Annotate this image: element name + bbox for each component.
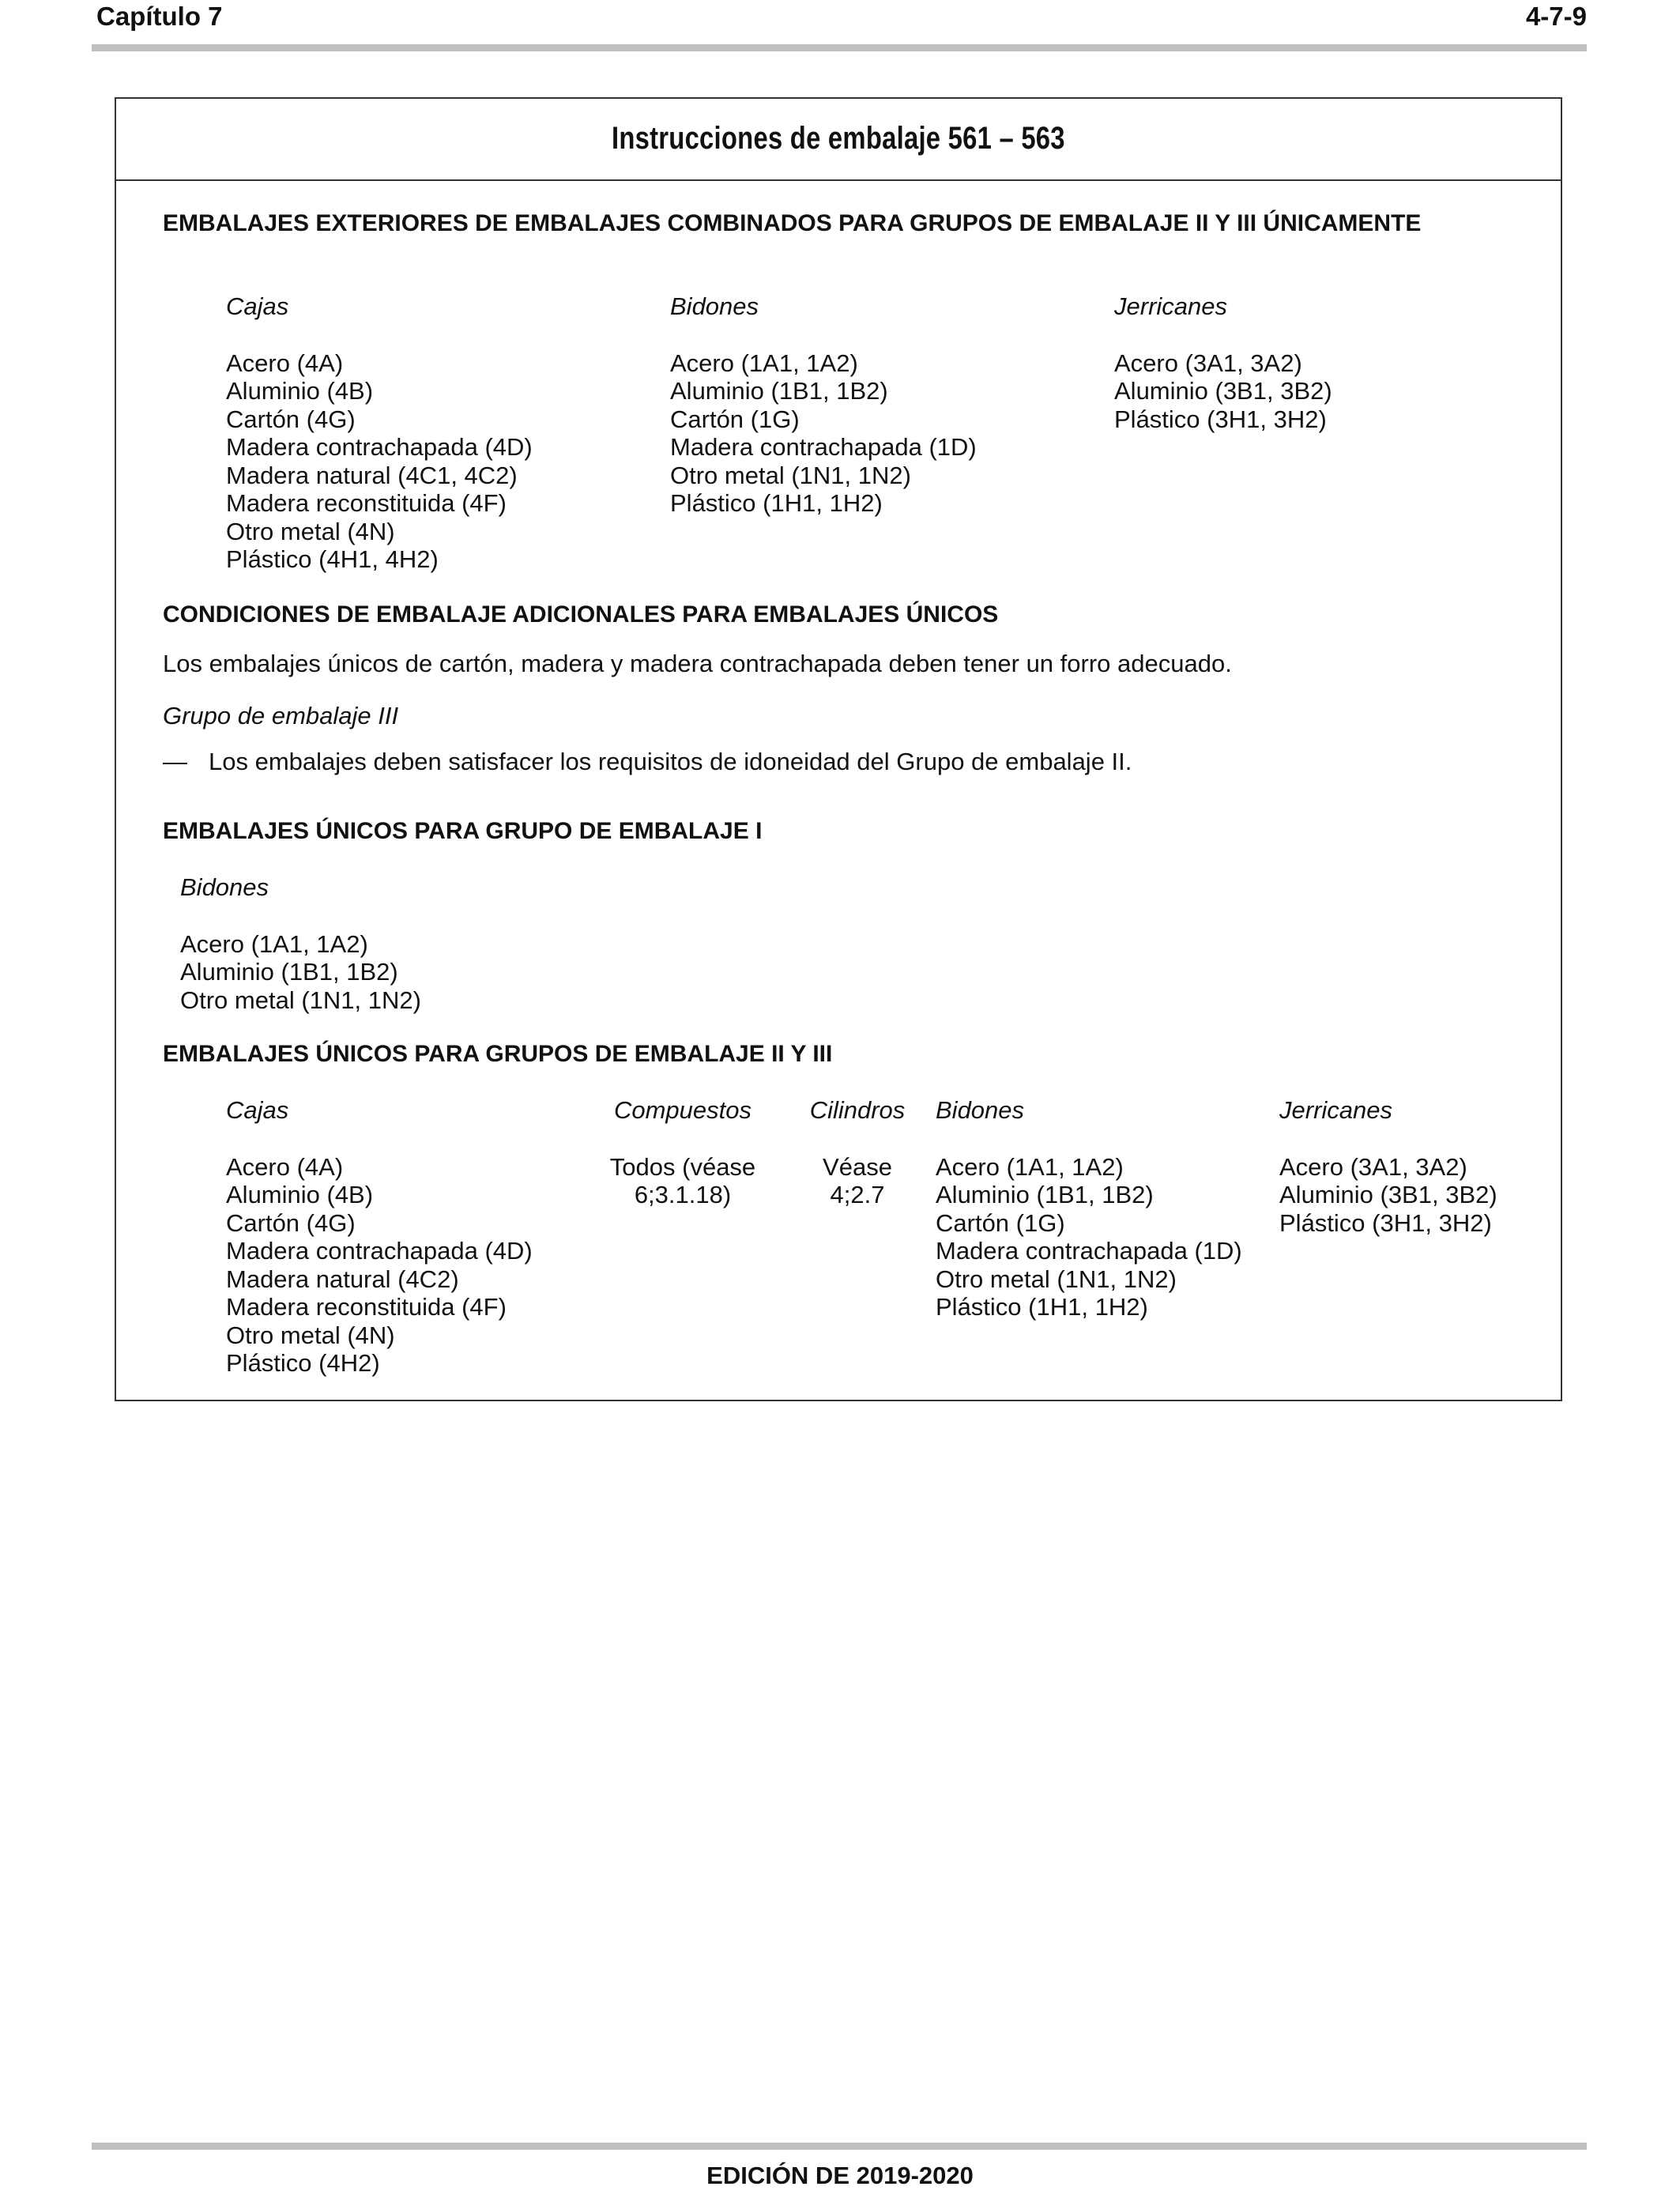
instruction-title: Instrucciones de embalaje 561 – 563 [612, 120, 1065, 156]
chapter-label: Capítulo 7 [96, 2, 223, 31]
list-item: Acero (3A1, 3A2) [1279, 1152, 1467, 1181]
section2-text: Los embalajes únicos de cartón, madera y madera contrachapada deben tener un forro adecuado. [163, 650, 1232, 677]
list-item: Acero (4A) [226, 1152, 344, 1181]
list-item: Plástico (4H1, 4H2) [226, 545, 439, 573]
list-item: Otro metal (4N) [226, 517, 395, 545]
column-heading: Jerricanes [1114, 292, 1227, 320]
list-item: Aluminio (1B1, 1B2) [936, 1181, 1154, 1208]
list-item: Acero (4A) [226, 349, 344, 377]
section2-subheading: Grupo de embalaje III [163, 702, 399, 729]
section2-bullet-text: Los embalajes deben satisfacer los requisitos de idoneidad del Grupo de embalaje II. [209, 748, 1132, 775]
list-item: Aluminio (1B1, 1B2) [180, 958, 398, 986]
list-item: Madera natural (4C1, 4C2) [226, 461, 518, 489]
list-item: Cartón (4G) [226, 405, 356, 433]
list-item: Madera contrachapada (1D) [936, 1237, 1242, 1265]
section4-heading: EMBALAJES ÚNICOS PARA GRUPOS DE EMBALAJE II Y III [163, 1041, 833, 1067]
list-item: Acero (1A1, 1A2) [670, 349, 858, 377]
footer-rule [92, 2143, 1587, 2150]
section2-heading: CONDICIONES DE EMBALAJE ADICIONALES PARA EMBALAJES ÚNICOS [163, 601, 999, 628]
column-heading: Bidones [936, 1096, 1025, 1124]
column-heading: Compuestos [613, 1096, 752, 1124]
section4-col-cajas [226, 1096, 533, 1378]
header-rule [92, 44, 1587, 51]
page-number: 4-7-9 [1525, 2, 1587, 31]
list-item: Plástico (1H1, 1H2) [670, 489, 883, 517]
list-item: Aluminio (3B1, 3B2) [1279, 1181, 1497, 1208]
list-item: 6;3.1.18) [634, 1181, 732, 1208]
list-item: Aluminio (3B1, 3B2) [1114, 377, 1332, 405]
section1-col-cajas [226, 292, 533, 574]
list-item: Aluminio (4B) [226, 377, 374, 405]
section4-col-jerricanes [1279, 1096, 1497, 1237]
list-item: Madera reconstituida (4F) [226, 489, 507, 517]
list-item: 4;2.7 [830, 1181, 885, 1208]
list-item: Madera reconstituida (4F) [226, 1293, 507, 1321]
section4-col-compuestos [599, 1096, 767, 1209]
list-item: Plástico (3H1, 3H2) [1114, 405, 1327, 433]
list-item: Cartón (1G) [670, 405, 800, 433]
section1-col-bidones [670, 292, 977, 518]
column-heading: Cilindros [809, 1096, 906, 1124]
list-item: Otro metal (1N1, 1N2) [670, 461, 911, 489]
column-heading: Jerricanes [1279, 1096, 1392, 1124]
list-item: Cartón (4G) [226, 1208, 356, 1237]
list-item: Madera natural (4C2) [226, 1265, 459, 1293]
column-heading: Cajas [226, 292, 289, 320]
list-item: Plástico (3H1, 3H2) [1279, 1208, 1492, 1237]
list-item: Aluminio (1B1, 1B2) [670, 377, 888, 405]
bullet-dash: — [163, 748, 187, 775]
list-item: Cartón (1G) [936, 1208, 1065, 1237]
list-item: Otro metal (1N1, 1N2) [180, 986, 421, 1014]
list-item: Madera contrachapada (4D) [226, 1237, 533, 1265]
list-item: Madera contrachapada (4D) [226, 433, 533, 461]
list-item: Acero (3A1, 3A2) [1114, 349, 1302, 377]
section3-col-bidones [180, 873, 421, 1014]
list-item: Plástico (1H1, 1H2) [936, 1293, 1148, 1321]
section1-heading: EMBALAJES EXTERIORES DE EMBALAJES COMBINADOS PARA GRUPOS DE EMBALAJE II Y III ÚNICAMENTE [163, 210, 1422, 236]
list-item: Madera contrachapada (1D) [670, 433, 977, 461]
list-item: Todos (véase [609, 1152, 756, 1181]
list-item: Acero (1A1, 1A2) [936, 1152, 1124, 1181]
list-item: Aluminio (4B) [226, 1181, 374, 1208]
list-item: Otro metal (4N) [226, 1321, 395, 1349]
section4-col-cilindros [800, 1096, 915, 1209]
list-item: Plástico (4H2) [226, 1349, 380, 1377]
list-item: Véase [823, 1152, 892, 1181]
list-item: Acero (1A1, 1A2) [180, 929, 368, 958]
section1-col-jerricanes [1114, 292, 1332, 433]
edition-footer: EDICIÓN DE 2019-2020 [706, 2162, 974, 2189]
list-item: Otro metal (1N1, 1N2) [936, 1265, 1177, 1293]
section4-col-bidones [936, 1096, 1242, 1321]
section3-heading: EMBALAJES ÚNICOS PARA GRUPO DE EMBALAJE I [163, 818, 763, 844]
column-heading: Cajas [226, 1096, 289, 1124]
column-heading: Bidones [670, 292, 759, 320]
title-bar [115, 97, 1562, 181]
column-heading: Bidones [180, 873, 269, 901]
